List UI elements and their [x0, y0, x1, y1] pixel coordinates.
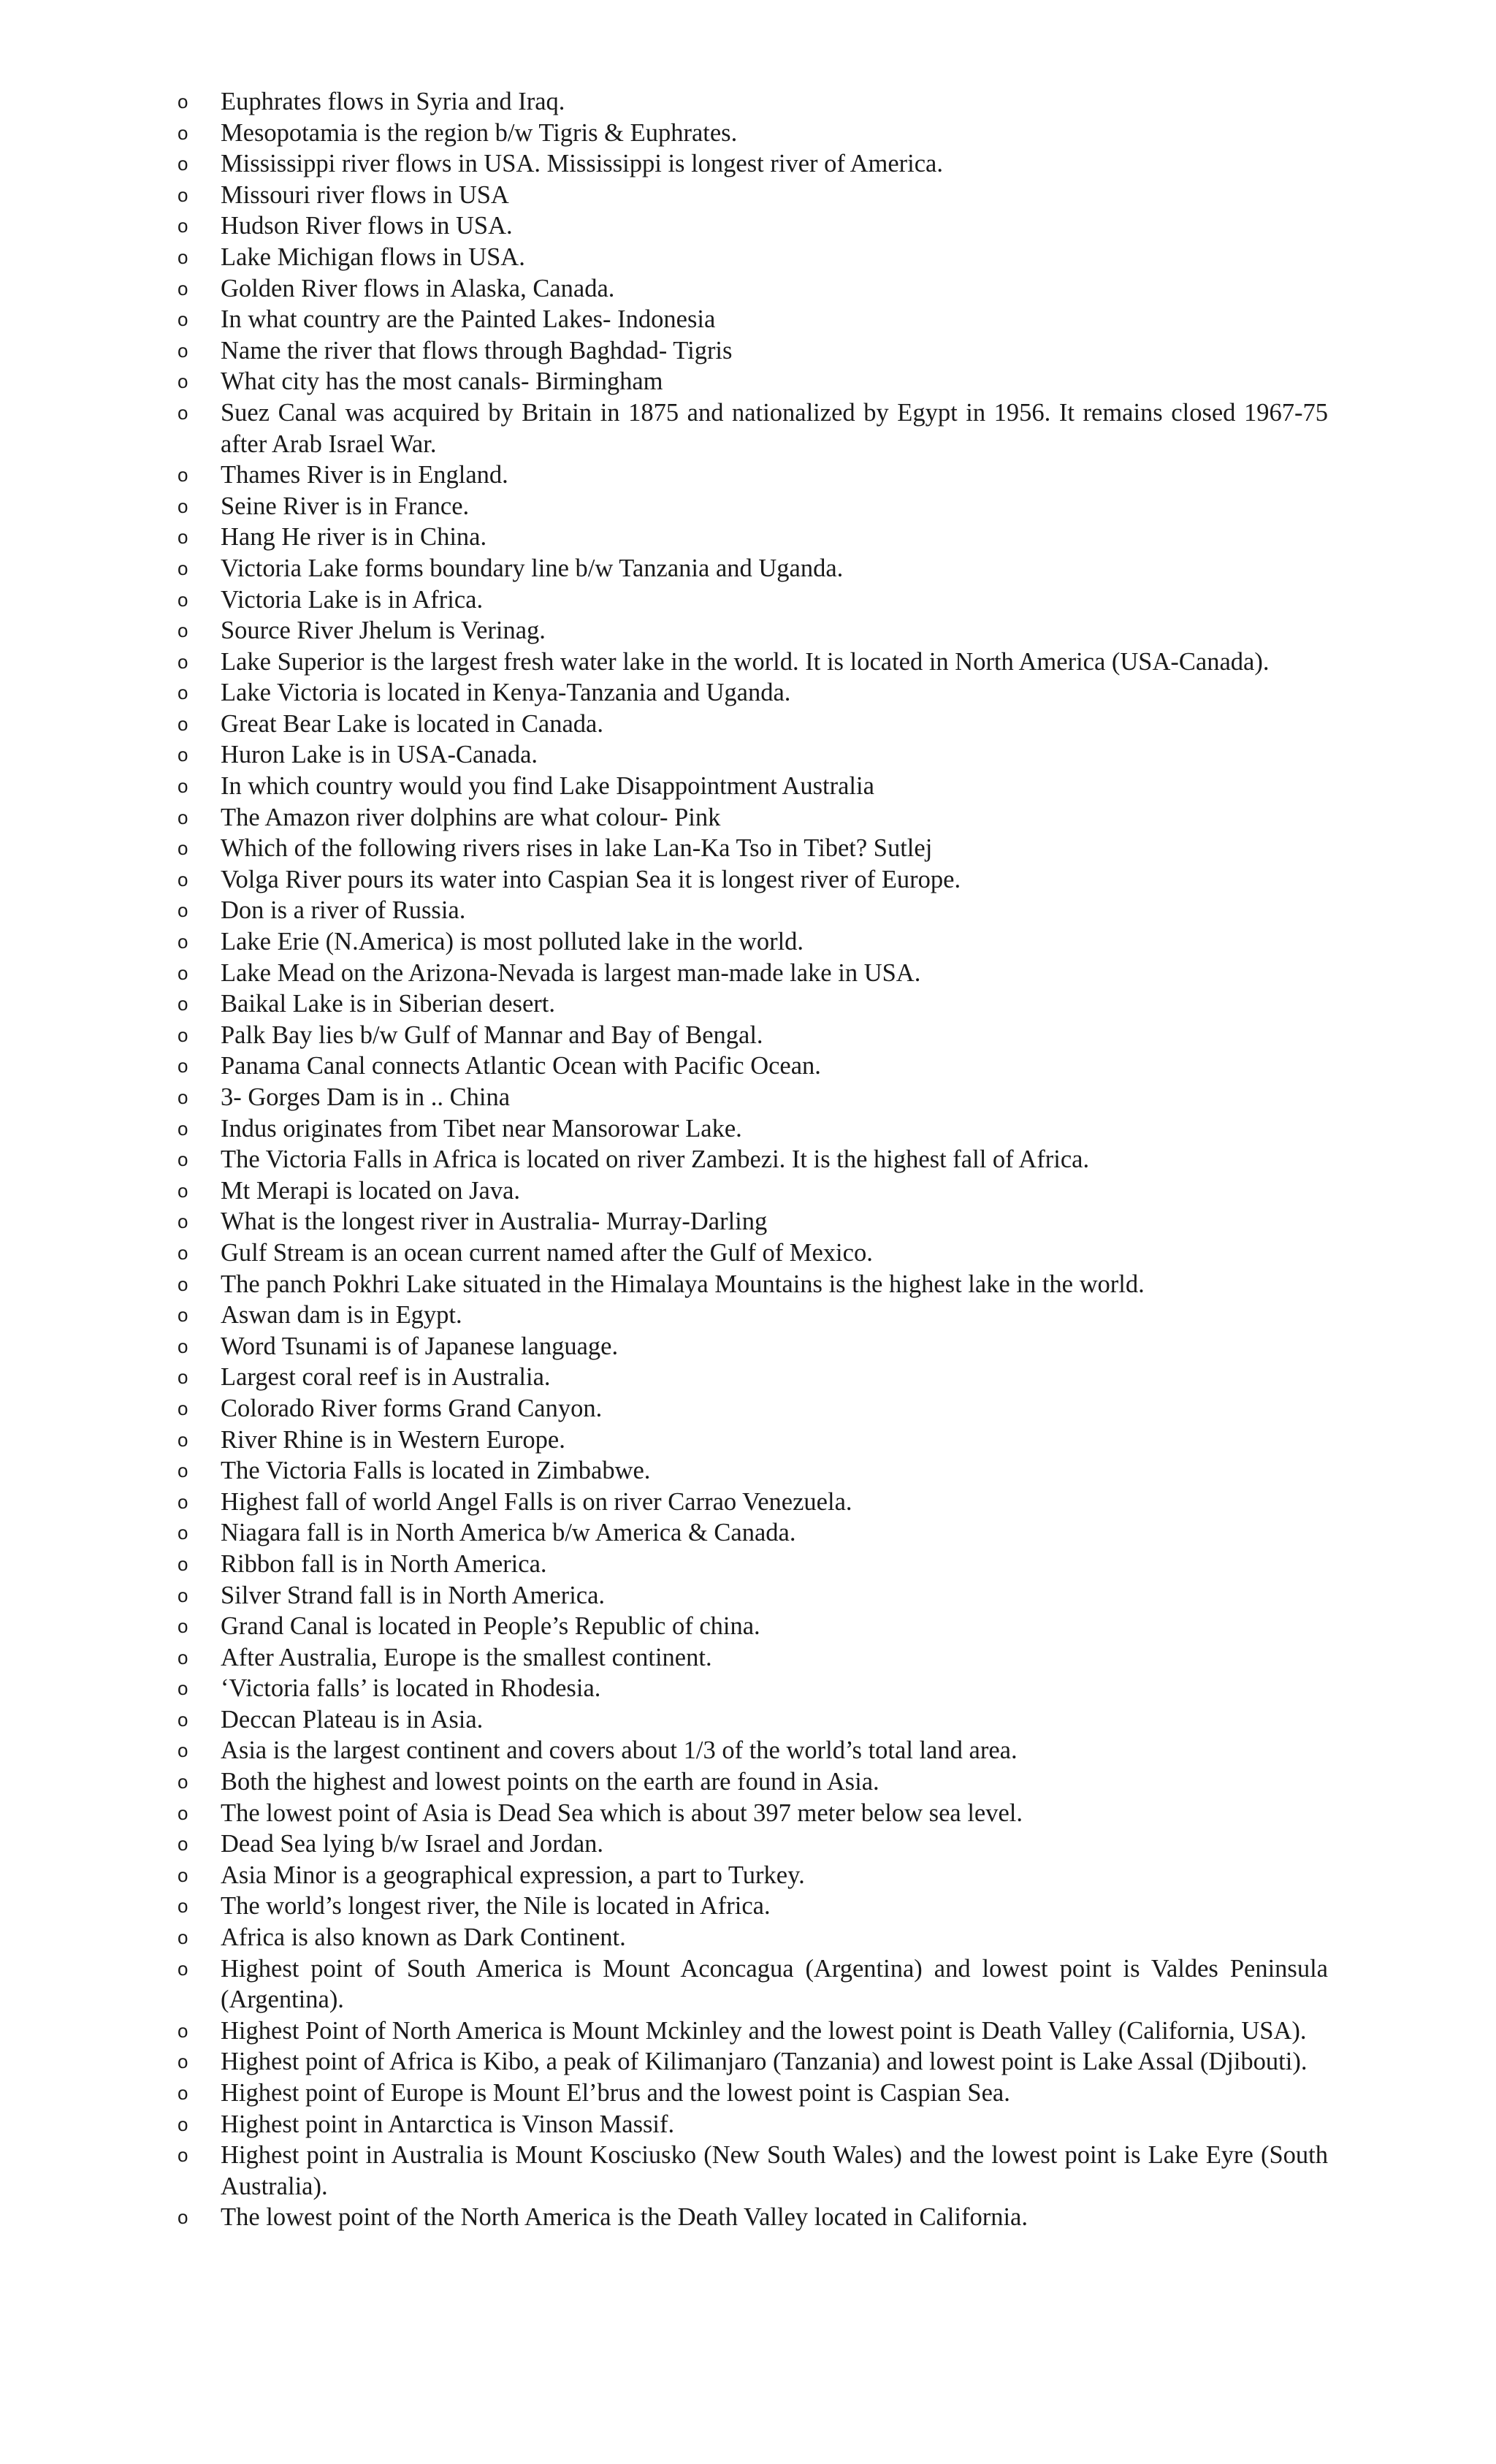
list-item-text: Niagara fall is in North America b/w America & Canada.	[221, 1519, 796, 1547]
list-item	[172, 304, 1328, 335]
hollow-bullet-icon: o	[178, 153, 188, 175]
hollow-bullet-icon: o	[178, 2082, 188, 2104]
hollow-bullet-icon: o	[178, 1460, 188, 1482]
hollow-bullet-icon: o	[178, 277, 188, 300]
hollow-bullet-icon: o	[178, 682, 188, 704]
list-item	[172, 273, 1328, 305]
list-item	[172, 553, 1328, 584]
list-item	[172, 615, 1328, 646]
list-item	[172, 2078, 1328, 2109]
list-item	[172, 1455, 1328, 1487]
list-item-text: Highest point in Australia is Mount Kosciusko (New South Wales) and the lowest point is Lake Eyre (South Australia).	[221, 2141, 1328, 2200]
list-item-text: Euphrates flows in Syria and Iraq.	[221, 88, 565, 115]
list-item	[172, 1953, 1328, 2015]
list-item-text: Asia Minor is a geographical expression, a part to Turkey.	[221, 1861, 805, 1889]
list-item-text: Word Tsunami is of Japanese language.	[221, 1332, 619, 1360]
list-item-text: In what country are the Painted Lakes- Indonesia	[221, 305, 716, 334]
hollow-bullet-icon: o	[178, 837, 188, 860]
list-item-text: Panama Canal connects Atlantic Ocean with Pacific Ocean.	[221, 1052, 821, 1080]
hollow-bullet-icon: o	[178, 712, 188, 735]
list-item	[172, 1642, 1328, 1674]
hollow-bullet-icon: o	[178, 993, 188, 1015]
hollow-bullet-icon: o	[178, 91, 188, 112]
list-item	[172, 1487, 1328, 1518]
list-item-text: What city has the most canals- Birmingham	[221, 367, 663, 396]
list-item-text: Lake Mead on the Arizona-Nevada is largest man-made lake in USA.	[221, 958, 921, 987]
list-item-text: Indus originates from Tibet near Mansorowar Lake.	[221, 1114, 742, 1143]
list-item	[172, 86, 1328, 118]
hollow-bullet-icon: o	[178, 2113, 188, 2135]
list-item-text: The lowest point of the North America is the Death Valley located in California.	[221, 2203, 1028, 2232]
hollow-bullet-icon: o	[178, 1522, 188, 1544]
list-item	[172, 1113, 1328, 1145]
list-item-text: Mt Merapi is located on Java.	[221, 1176, 521, 1205]
hollow-bullet-icon: o	[178, 1739, 188, 1762]
list-item	[172, 1237, 1328, 1269]
hollow-bullet-icon: o	[178, 308, 188, 331]
list-item	[172, 1144, 1328, 1175]
list-item-text: Silver Strand fall is in North America.	[221, 1581, 606, 1609]
list-item-text: Mesopotamia is the region b/w Tigris & Euphrates.	[221, 118, 738, 147]
hollow-bullet-icon: o	[178, 1273, 188, 1295]
hollow-bullet-icon: o	[178, 370, 188, 393]
hollow-bullet-icon: o	[178, 1895, 188, 1918]
list-item	[172, 1704, 1328, 1736]
list-item-text: Highest fall of world Angel Falls is on river Carrao Venezuela.	[221, 1487, 852, 1516]
list-item	[172, 1082, 1328, 1113]
list-item	[172, 1673, 1328, 1704]
hollow-bullet-icon: o	[178, 1833, 188, 1855]
list-item-text: Baikal Lake is in Siberian desert.	[221, 990, 555, 1018]
hollow-bullet-icon: o	[178, 1957, 188, 1980]
list-item-text: 3- Gorges Dam is in .. China	[221, 1083, 511, 1111]
hollow-bullet-icon: o	[178, 1801, 188, 1824]
list-item	[172, 397, 1328, 459]
list-item	[172, 242, 1328, 273]
list-item-text: Name the river that flows through Baghdad- Tigris	[221, 336, 733, 365]
list-item	[172, 1331, 1328, 1362]
list-item-text: Victoria Lake forms boundary line b/w Tanzania and Uganda.	[221, 554, 844, 582]
list-item	[172, 1580, 1328, 1611]
list-item	[172, 1300, 1328, 1331]
list-item	[172, 958, 1328, 989]
list-item-text: Which of the following rivers rises in lake Lan-Ka Tso in Tibet? Sutlej	[221, 834, 933, 863]
hollow-bullet-icon: o	[178, 1335, 188, 1357]
list-item	[172, 2202, 1328, 2233]
hollow-bullet-icon: o	[178, 899, 188, 922]
list-item-text: Asia is the largest continent and covers about 1/3 of the world’s total land area.	[221, 1736, 1018, 1765]
list-item	[172, 1891, 1328, 1922]
list-item-text: The Amazon river dolphins are what colour- Pink	[221, 803, 721, 831]
list-item-text: Great Bear Lake is located in Canada.	[221, 709, 603, 738]
hollow-bullet-icon: o	[178, 588, 188, 611]
list-item	[172, 1611, 1328, 1642]
hollow-bullet-icon: o	[178, 2206, 188, 2229]
list-item-text: Aswan dam is in Egypt.	[221, 1301, 462, 1330]
list-item	[172, 1922, 1328, 1953]
hollow-bullet-icon: o	[178, 526, 188, 549]
hollow-bullet-icon: o	[178, 1646, 188, 1668]
list-item-text: Gulf Stream is an ocean current named after the Gulf of Mexico.	[221, 1238, 873, 1267]
hollow-bullet-icon: o	[178, 650, 188, 673]
hollow-bullet-icon: o	[178, 868, 188, 890]
list-item	[172, 988, 1328, 1020]
hollow-bullet-icon: o	[178, 1708, 188, 1731]
hollow-bullet-icon: o	[178, 1490, 188, 1513]
list-item-text: The Victoria Falls is located in Zimbabwe.	[221, 1457, 651, 1485]
list-item-text: Palk Bay lies b/w Gulf of Mannar and Bay of Bengal.	[221, 1021, 763, 1049]
list-item-text: The panch Pokhri Lake situated in the Himalaya Mountains is the highest lake in the world.	[221, 1270, 1145, 1298]
hollow-bullet-icon: o	[178, 245, 188, 268]
list-item-text: The world’s longest river, the Nile is located in Africa.	[221, 1892, 771, 1921]
list-item-text: Source River Jhelum is Verinag.	[221, 617, 546, 645]
hollow-bullet-icon: o	[178, 1366, 188, 1389]
list-item-text: Lake Superior is the largest fresh water lake in the world. It is located in North America (USA-Canada).	[221, 647, 1270, 676]
hollow-bullet-icon: o	[178, 495, 188, 517]
list-item	[172, 1517, 1328, 1549]
list-item	[172, 1860, 1328, 1891]
list-item-text: After Australia, Europe is the smallest continent.	[221, 1643, 712, 1671]
list-item	[172, 1175, 1328, 1207]
list-item	[172, 491, 1328, 522]
list-item	[172, 2015, 1328, 2047]
hollow-bullet-icon: o	[178, 806, 188, 828]
hollow-bullet-icon: o	[178, 1584, 188, 1606]
hollow-bullet-icon: o	[178, 1304, 188, 1327]
list-item	[172, 584, 1328, 616]
list-item	[172, 1549, 1328, 1580]
facts-list	[172, 86, 1328, 2233]
list-item-text: Seine River is in France.	[221, 492, 470, 520]
list-item-text: Highest point in Antarctica is Vinson Massif.	[221, 2110, 675, 2138]
list-item-text: Highest point of South America is Mount Aconcagua (Argentina) and lowest point is Valdes Peninsula (Argentina).	[221, 1954, 1328, 2014]
list-item-text: Grand Canal is located in People’s Republic of china.	[221, 1612, 760, 1641]
list-item	[172, 1424, 1328, 1456]
list-item-text: Missouri river flows in USA	[221, 180, 509, 209]
list-item	[172, 1393, 1328, 1424]
list-item-text: Golden River flows in Alaska, Canada.	[221, 274, 615, 302]
list-item-text: Lake Michigan flows in USA.	[221, 243, 525, 271]
hollow-bullet-icon: o	[178, 2051, 188, 2073]
list-item-text: Both the highest and lowest points on the earth are found in Asia.	[221, 1768, 879, 1796]
hollow-bullet-icon: o	[178, 744, 188, 766]
hollow-bullet-icon: o	[178, 1055, 188, 1077]
list-item-text: River Rhine is in Western Europe.	[221, 1425, 565, 1454]
hollow-bullet-icon: o	[178, 775, 188, 798]
list-item-text: Deccan Plateau is in Asia.	[221, 1705, 484, 1733]
list-item-text: Largest coral reef is in Australia.	[221, 1363, 551, 1392]
list-item	[172, 459, 1328, 491]
list-item-text: ‘Victoria falls’ is located in Rhodesia.	[221, 1674, 601, 1703]
list-item-text: Mississippi river flows in USA. Mississippi is longest river of America.	[221, 150, 943, 178]
list-item	[172, 926, 1328, 958]
hollow-bullet-icon: o	[178, 1117, 188, 1140]
list-item-text: Don is a river of Russia.	[221, 896, 466, 925]
list-item-text: Huron Lake is in USA-Canada.	[221, 741, 538, 769]
list-item-text: Victoria Lake is in Africa.	[221, 585, 484, 614]
list-item-text: What is the longest river in Australia- Murray-Darling	[221, 1208, 768, 1236]
list-item-text: Suez Canal was acquired by Britain in 1875 and nationalized by Egypt in 1956. It remains closed 1967-75 after Arab Israel War.	[221, 398, 1328, 458]
list-item	[172, 522, 1328, 553]
hollow-bullet-icon: o	[178, 1086, 188, 1108]
list-item-text: Ribbon fall is in North America.	[221, 1549, 547, 1578]
hollow-bullet-icon: o	[178, 1023, 188, 1046]
list-item	[172, 1766, 1328, 1798]
hollow-bullet-icon: o	[178, 2019, 188, 2042]
hollow-bullet-icon: o	[178, 1615, 188, 1638]
hollow-bullet-icon: o	[178, 931, 188, 953]
list-item	[172, 1269, 1328, 1300]
list-item	[172, 2109, 1328, 2140]
hollow-bullet-icon: o	[178, 2144, 188, 2167]
list-item	[172, 118, 1328, 149]
list-item-text: Colorado River forms Grand Canyon.	[221, 1394, 603, 1422]
hollow-bullet-icon: o	[178, 121, 188, 144]
list-item	[172, 2140, 1328, 2202]
list-item	[172, 1735, 1328, 1766]
hollow-bullet-icon: o	[178, 1552, 188, 1575]
hollow-bullet-icon: o	[178, 1241, 188, 1264]
list-item	[172, 1798, 1328, 1829]
hollow-bullet-icon: o	[178, 1864, 188, 1886]
hollow-bullet-icon: o	[178, 1771, 188, 1793]
list-item	[172, 1020, 1328, 1051]
hollow-bullet-icon: o	[178, 401, 188, 424]
list-item-text: Highest point of Europe is Mount El’brus and the lowest point is Caspian Sea.	[221, 2079, 1010, 2107]
hollow-bullet-icon: o	[178, 339, 188, 362]
hollow-bullet-icon: o	[178, 464, 188, 487]
list-item	[172, 1206, 1328, 1237]
list-item	[172, 180, 1328, 211]
list-item-text: Africa is also known as Dark Continent.	[221, 1923, 626, 1952]
list-item-text: The lowest point of Asia is Dead Sea which is about 397 meter below sea level.	[221, 1799, 1023, 1827]
list-item	[172, 739, 1328, 771]
list-item	[172, 148, 1328, 180]
hollow-bullet-icon: o	[178, 557, 188, 579]
hollow-bullet-icon: o	[178, 1148, 188, 1171]
list-item-text: Thames River is in England.	[221, 461, 508, 489]
list-item-text: Highest Point of North America is Mount Mckinley and the lowest point is Death Valley (California, USA).	[221, 2016, 1307, 2045]
list-item	[172, 646, 1328, 678]
list-item-text: Lake Erie (N.America) is most polluted lake in the world.	[221, 928, 804, 956]
hollow-bullet-icon: o	[178, 183, 188, 206]
hollow-bullet-icon: o	[178, 1428, 188, 1451]
hollow-bullet-icon: o	[178, 1677, 188, 1700]
hollow-bullet-icon: o	[178, 1210, 188, 1233]
list-item	[172, 864, 1328, 896]
hollow-bullet-icon: o	[178, 1926, 188, 1949]
list-item	[172, 366, 1328, 397]
list-item	[172, 771, 1328, 802]
list-item-text: Volga River pours its water into Caspian Sea it is longest river of Europe.	[221, 865, 961, 893]
list-item	[172, 677, 1328, 709]
list-item-text: Highest point of Africa is Kibo, a peak of Kilimanjaro (Tanzania) and lowest point is Lake Assal (Djibouti).	[221, 2048, 1308, 2076]
list-item-text: Lake Victoria is located in Kenya-Tanzania and Uganda.	[221, 679, 791, 707]
list-item-text: Hang He river is in China.	[221, 523, 487, 552]
hollow-bullet-icon: o	[178, 619, 188, 642]
list-item-text: Hudson River flows in USA.	[221, 212, 513, 240]
hollow-bullet-icon: o	[178, 1179, 188, 1202]
list-item-text: The Victoria Falls in Africa is located on river Zambezi. It is the highest fall of Africa.	[221, 1145, 1090, 1174]
hollow-bullet-icon: o	[178, 215, 188, 237]
list-item	[172, 802, 1328, 834]
list-item	[172, 895, 1328, 926]
list-item	[172, 335, 1328, 367]
list-item	[172, 833, 1328, 864]
list-item	[172, 709, 1328, 740]
list-item	[172, 2046, 1328, 2078]
list-item	[172, 210, 1328, 242]
list-item-text: Dead Sea lying b/w Israel and Jordan.	[221, 1830, 604, 1858]
list-item	[172, 1362, 1328, 1393]
hollow-bullet-icon: o	[178, 1397, 188, 1419]
list-item-text: In which country would you find Lake Disappointment Australia	[221, 772, 874, 801]
hollow-bullet-icon: o	[178, 961, 188, 984]
list-item	[172, 1828, 1328, 1860]
list-item	[172, 1050, 1328, 1082]
